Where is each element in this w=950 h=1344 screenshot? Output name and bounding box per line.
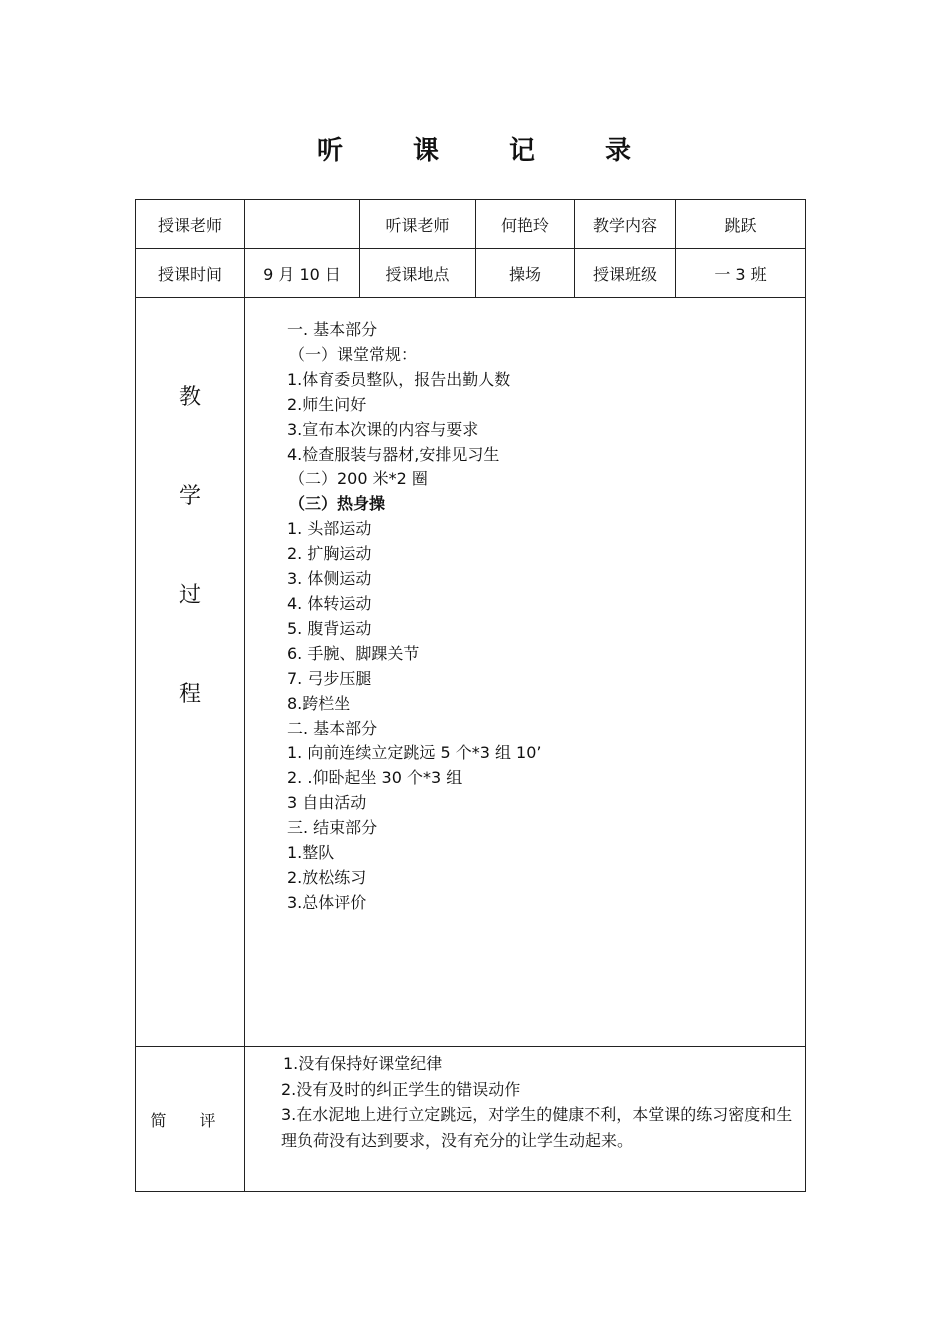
header-row-2 — [136, 249, 806, 298]
teacher-label: 授课老师 — [136, 200, 245, 249]
process-line: 2.放松练习 — [287, 867, 367, 887]
teacher-value — [245, 200, 360, 249]
process-line: 2. 扩胸运动 — [287, 544, 372, 564]
process-label — [136, 298, 245, 1047]
process-line: 3. 体侧运动 — [287, 569, 372, 589]
process-line: 8.跨栏坐 — [287, 693, 351, 713]
process-line: （三）热身操 — [289, 494, 386, 514]
process-line: （一）课堂常规： — [289, 344, 418, 364]
class-label: 授课班级 — [575, 249, 676, 298]
process-label-char: 过 — [178, 583, 201, 608]
comment-line: 2.没有及时的纠正学生的错误动作 — [281, 1079, 521, 1099]
place-value: 操场 — [476, 249, 575, 298]
title-char: 听 — [316, 136, 345, 166]
content-value: 跳跃 — [676, 200, 806, 249]
observer-label: 听课老师 — [360, 200, 476, 249]
comment-label: 简 评 — [136, 1047, 245, 1192]
observation-record-table — [135, 199, 806, 1192]
process-line: 1. 向前连续立定跳远 5 个*3 组 10’ — [287, 743, 542, 763]
process-line: 1.体育委员整队，报告出勤人数 — [287, 369, 511, 389]
time-value: 9 月 10 日 — [245, 249, 360, 298]
content-label: 教学内容 — [575, 200, 676, 249]
process-line: 4.检查服装与器材,安排见习生 — [287, 444, 500, 464]
observer-value: 何艳玲 — [476, 200, 575, 249]
title-char: 记 — [509, 136, 538, 166]
place-label: 授课地点 — [360, 249, 476, 298]
process-line: 5. 腹背运动 — [287, 618, 372, 638]
time-label: 授课时间 — [136, 249, 245, 298]
process-lines — [287, 318, 805, 916]
process-line: （二）200 米*2 圈 — [289, 469, 428, 489]
process-line: 二. 基本部分 — [287, 718, 378, 738]
comment-line: 3.在水泥地上进行立定跳远，对学生的健康不利，本堂课的练习密度和生理负荷没有达到要求，没有充分的让学生动起来。 — [281, 1105, 793, 1150]
process-label-char: 教 — [178, 385, 201, 410]
class-value: 一 3 班 — [676, 249, 806, 298]
process-line: 2. .仰卧起坐 30 个*3 组 — [287, 768, 463, 788]
comment-content — [245, 1047, 806, 1192]
process-line: 4. 体转运动 — [287, 593, 372, 613]
header-row-1 — [136, 200, 806, 249]
process-line: 三. 结束部分 — [287, 818, 378, 838]
process-line: 2.师生问好 — [287, 394, 367, 414]
process-line: 一. 基本部分 — [287, 320, 378, 339]
process-line: 1.整队 — [287, 843, 335, 863]
page-title — [0, 130, 950, 167]
comment-line: 1.没有保持好课堂纪律 — [283, 1054, 443, 1073]
process-line: 6. 手腕、脚踝关节 — [287, 643, 420, 663]
process-row — [136, 298, 806, 1047]
process-line: 3.宣布本次课的内容与要求 — [287, 419, 479, 439]
comment-row — [136, 1047, 806, 1192]
process-label-char: 程 — [178, 682, 201, 707]
process-line: 3.总体评价 — [287, 892, 367, 912]
title-char: 录 — [605, 136, 634, 166]
title-char: 课 — [412, 136, 441, 166]
process-content — [245, 298, 806, 1047]
process-line: 3 自由活动 — [287, 793, 367, 813]
process-line: 7. 弓步压腿 — [287, 668, 372, 688]
process-label-char: 学 — [178, 484, 201, 509]
process-line: 1. 头部运动 — [287, 519, 372, 539]
